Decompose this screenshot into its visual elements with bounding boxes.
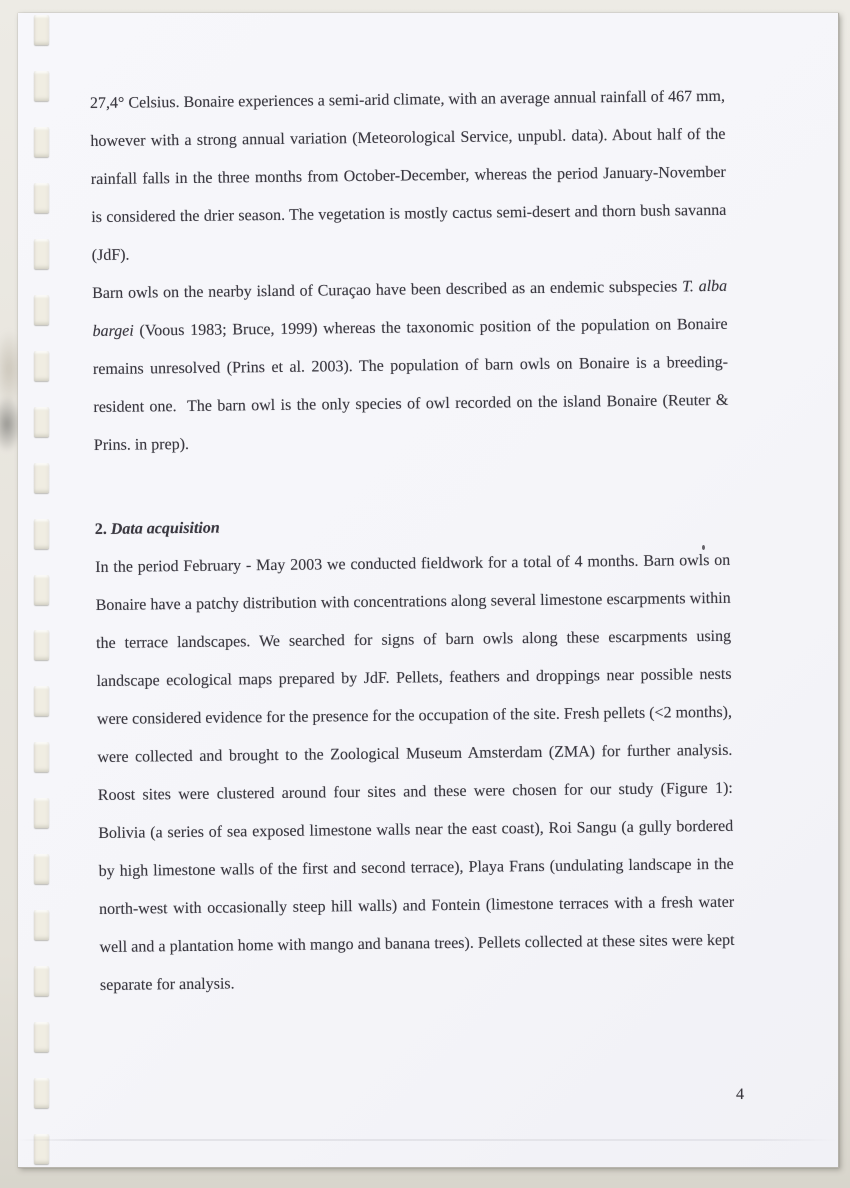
binding-hole [34, 798, 49, 828]
binding-hole [34, 630, 49, 660]
binding-hole [34, 351, 49, 381]
paragraph [92, 268, 729, 465]
text-segment: Barn owls on the nearby island of Curaçao have been described as an endemic subspecies [92, 278, 683, 303]
binding-hole [34, 519, 49, 549]
binding-hole [34, 575, 49, 605]
paragraph [95, 542, 735, 1005]
text-segment: Data acquisition [110, 519, 220, 538]
text-segment: 27,4° Celsius. Bonaire experiences a semi-arid climate, with an average annual rainfall of 467 mm, however with a strong annual variation (Meteorological Service, unpubl. data). About half of the rainfall falls in the three months from October-December, whereas the period January-November is considered the drier season. The vegetation is mostly cactus semi-desert and thorn bush savanna (JdF). [89, 87, 727, 265]
text-segment: In the period February - May 2003 we conducted fieldwork for a total of 4 months. Barn owls on Bonaire have a patchy distribution with concentrations along several limestone escarpments within the terrace landscapes. We searched for signs of barn owls along these escarpments using landscape ecological maps prepared by JdF. Pellets, feathers and droppings near possible nests were considered evidence for the presence for the occupation of the site. Fresh pellets (<2 months), were collected and brought to the Zoological Museum Amsterdam (ZMA) for further analysis. Roost sites were clustered around four sites and these were chosen for our study (Figure 1): Bolivia (a series of sea exposed limestone walls near the east coast), Roi Sangu (a gully bordered by high limestone walls of the first and second terrace), Playa Frans (undulating landscape in the north-west with occasionally steep hill walls) and Fontein (limestone terraces with a fresh water well and a plantation home with mango and banana trees). Pellets collected at these sites were kept separate for analysis. [95, 551, 735, 994]
text-segment: T. alba bargei [92, 277, 728, 341]
page-number: 4 [736, 1086, 744, 1103]
binding-hole [34, 686, 49, 716]
binding-hole [34, 1078, 49, 1108]
binding-hole [34, 239, 49, 269]
binding-hole [34, 966, 49, 996]
binding-hole [34, 295, 49, 325]
paper-crease [18, 1139, 838, 1141]
document-text [90, 78, 735, 1005]
binding-hole [34, 742, 49, 772]
paragraph [90, 78, 727, 275]
binding-hole [34, 127, 49, 157]
text-segment: (Voous 1983; Bruce, 1999) whereas the taxonomic position of the population on Bonaire remains unresolved (Prins et al. 2003). The population of barn owls on Bonaire is a breeding-resident one. The barn owl is the only species of owl recorded on the island Bonaire (Reuter & Prins. in prep). [92, 315, 729, 455]
binding-hole [34, 463, 49, 493]
binding-hole [34, 71, 49, 101]
binding-hole [34, 15, 49, 45]
binding-hole [34, 183, 49, 213]
paper-sheet [18, 13, 839, 1168]
binding-hole [34, 407, 49, 437]
text-segment: 2. [94, 520, 111, 539]
binding-hole [34, 1022, 49, 1052]
binding-hole [34, 910, 49, 940]
ink-speck [702, 545, 705, 550]
binding-hole [34, 854, 49, 884]
